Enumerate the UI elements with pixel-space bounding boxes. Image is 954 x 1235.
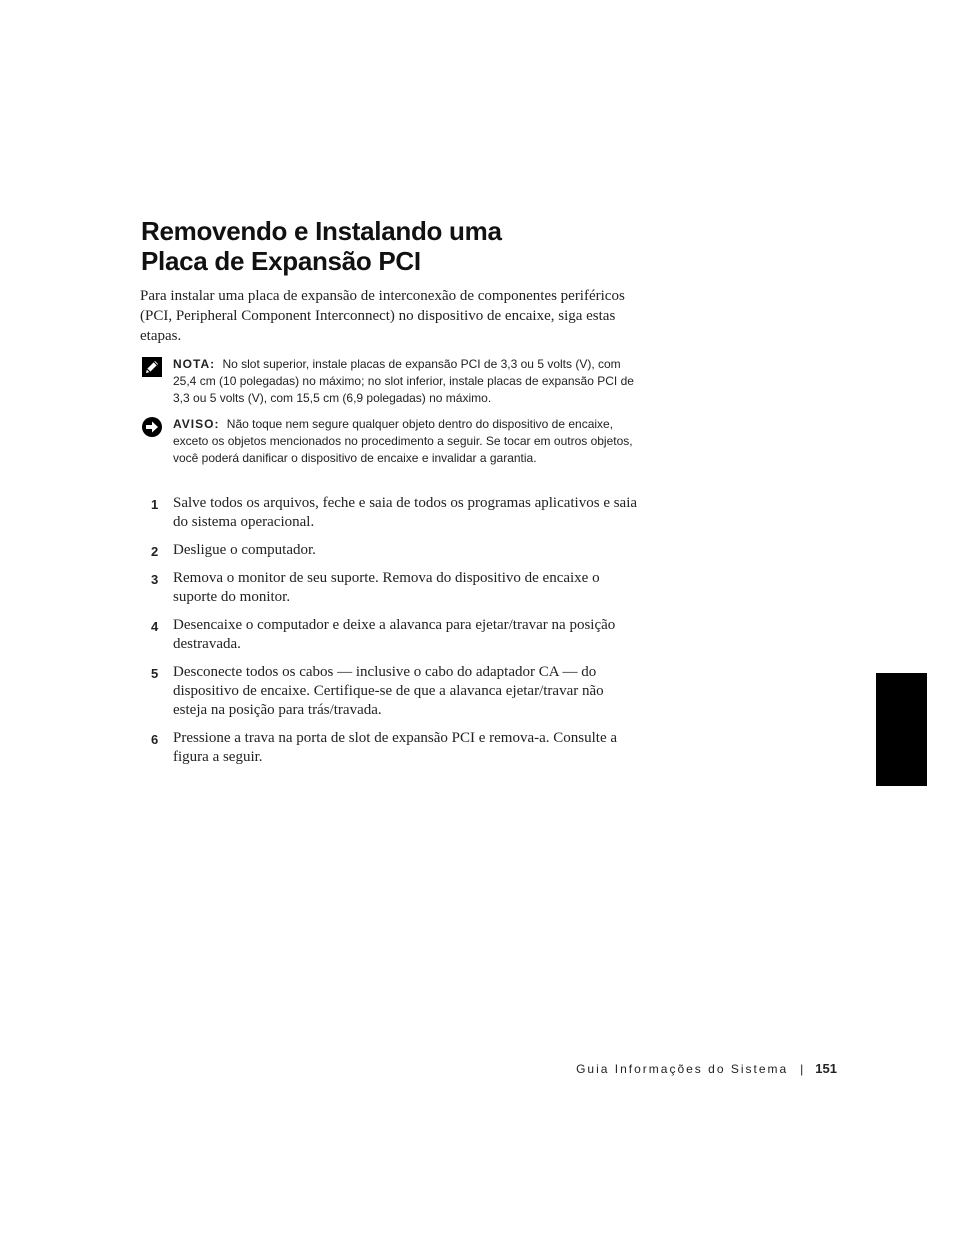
- arrow-circle-icon: [141, 416, 165, 440]
- step-number: 2: [151, 544, 159, 559]
- list-item: [141, 541, 641, 560]
- step-text: Desconecte todos os cabos — inclusive o cabo do adaptador CA — do dispositivo de encaixe. Certifique-se de que a alavanca ejetar/travar não esteja na posição para trás/travada.: [173, 664, 604, 718]
- list-item: [141, 494, 641, 532]
- note-block: [141, 356, 641, 407]
- footer-separator: |: [800, 1062, 804, 1076]
- page-title: [141, 216, 661, 276]
- list-item: [141, 569, 641, 607]
- step-text: Salve todos os arquivos, feche e saia de todos os programas aplicativos e saia do sistema operacional.: [173, 495, 638, 530]
- warning-text: Não toque nem segure qualquer objeto dentro do dispositivo de encaixe, exceto os objetos mencionados no procedimento a seguir. Se tocar em outros objetos, você poderá danificar o dispositivo de encaixe e invalidar a garantia.: [173, 417, 633, 465]
- list-item: [141, 729, 641, 767]
- note-text: No slot superior, instale placas de expansão PCI de 3,3 ou 5 volts (V), com 25,4 cm (10 polegadas) no máximo; no slot inferior, instale placas de expansão PCI de 3,3 ou 5 volts (V), com 15,5 cm (6,9 polegadas) no máximo.: [173, 357, 634, 405]
- page-footer: [576, 1061, 837, 1076]
- page-number: 151: [815, 1061, 837, 1076]
- step-number: 5: [151, 666, 159, 681]
- warning-block: [141, 416, 641, 467]
- list-item: [141, 663, 641, 720]
- footer-guide-title: Guia Informações do Sistema: [576, 1062, 789, 1076]
- page-title-line-1: Removendo e Instalando uma: [141, 216, 502, 246]
- step-text: Remova o monitor de seu suporte. Remova do dispositivo de encaixe o suporte do monitor.: [173, 570, 600, 605]
- step-number: 3: [151, 572, 159, 587]
- steps-list: [141, 494, 641, 776]
- warning-label: AVISO:: [173, 417, 220, 431]
- section-thumb-tab: [876, 673, 927, 786]
- step-number: 6: [151, 732, 159, 747]
- list-item: [141, 616, 641, 654]
- pencil-note-icon: [141, 356, 165, 380]
- intro-paragraph: Para instalar uma placa de expansão de interconexão de componentes periféricos (PCI, Peripheral Component Interconnect) no dispositivo de encaixe, siga estas etapas.: [140, 288, 625, 344]
- step-text: Pressione a trava na porta de slot de expansão PCI e remova-a. Consulte a figura a seguir.: [173, 730, 618, 765]
- step-number: 4: [151, 619, 159, 634]
- step-number: 1: [151, 497, 159, 512]
- page-title-line-2: Placa de Expansão PCI: [141, 246, 421, 276]
- step-text: Desligue o computador.: [173, 542, 316, 558]
- step-text: Desencaixe o computador e deixe a alavanca para ejetar/travar na posição destravada.: [173, 617, 616, 652]
- note-label: NOTA:: [173, 357, 216, 371]
